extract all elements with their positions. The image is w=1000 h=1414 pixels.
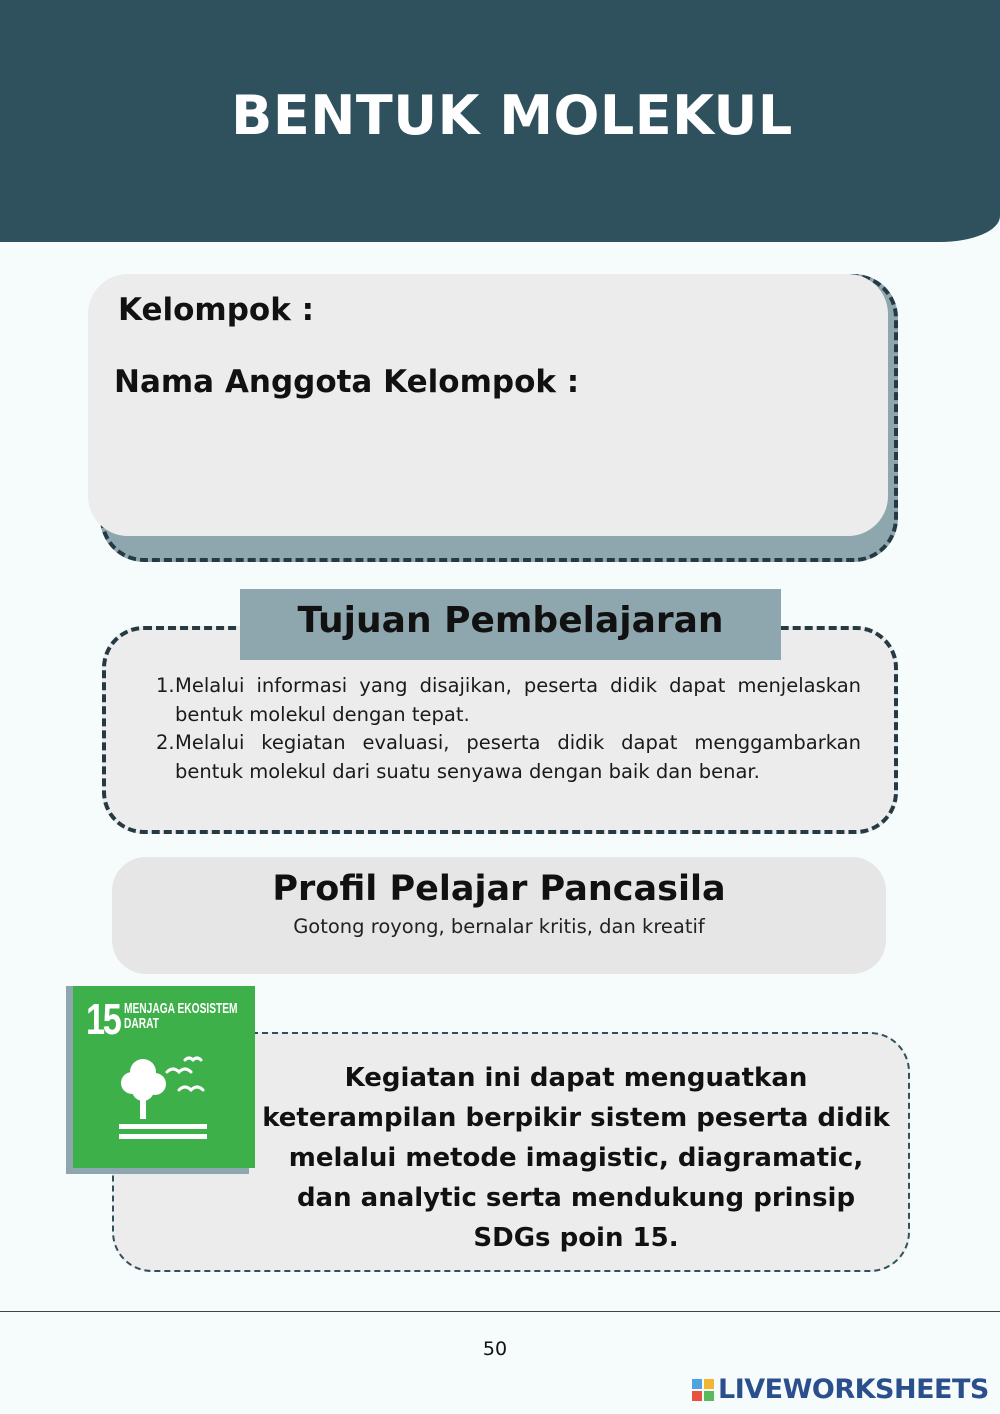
anggota-label: Nama Anggota Kelompok : — [114, 364, 580, 400]
list-item — [156, 729, 861, 786]
footer-divider — [0, 1311, 1000, 1312]
list-item-text: Melalui informasi yang disajikan, peserta didik dapat menjelaskan bentuk molekul dengan tepat. — [175, 674, 861, 726]
sdg-label-line2: DARAT — [124, 1015, 159, 1032]
list-item — [156, 672, 861, 729]
sdg-15-icon — [73, 986, 255, 1168]
list-item-number: 2. — [156, 731, 175, 754]
tree-birds-icon — [113, 1050, 223, 1150]
tujuan-list — [156, 672, 861, 786]
list-item-number: 1. — [156, 674, 175, 697]
sdg-description: Kegiatan ini dapat menguatkan keterampilan berpikir sistem peserta didik melalui metode imagistic, diagramatic, dan analytic serta mendukung prinsip SDGs poin 15. — [262, 1063, 890, 1253]
brand-text: LIVEWORKSHEETS — [718, 1374, 989, 1405]
profil-title: Profil Pelajar Pancasila — [272, 869, 726, 909]
liveworksheets-brand[interactable] — [692, 1374, 989, 1405]
header-banner — [0, 0, 1000, 242]
liveworksheets-logo-icon — [692, 1379, 714, 1401]
sdg-label-line1: MENJAGA EKOSISTEM — [124, 1000, 238, 1017]
list-item-text: Melalui kegiatan evaluasi, peserta didik dapat menggambarkan bentuk molekul dari suatu senyawa dengan baik dan benar. — [175, 731, 861, 783]
sdg-label — [124, 1001, 246, 1031]
tujuan-title: Tujuan Pembelajaran — [240, 589, 781, 660]
sdg-number: 15 — [86, 995, 120, 1044]
page-number: 50 — [482, 1338, 508, 1360]
profil-box — [112, 857, 886, 974]
profil-subtitle: Gotong royong, bernalar kritis, dan kreatif — [293, 915, 705, 938]
page-title: BENTUK MOLEKUL — [231, 84, 793, 147]
kelompok-label: Kelompok : — [118, 292, 315, 328]
